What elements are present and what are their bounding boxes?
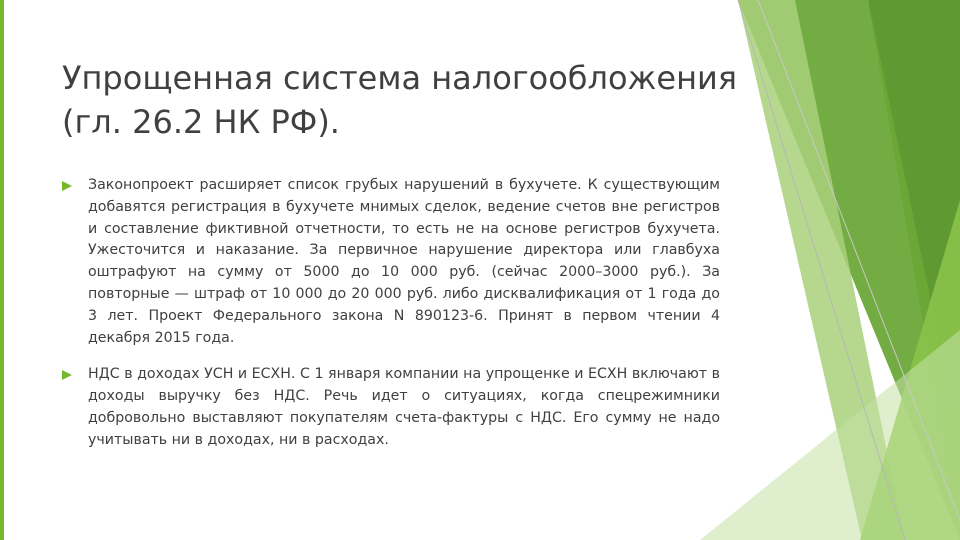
bullet-item (62, 175, 720, 349)
triangle-bullet-icon (62, 181, 72, 191)
bullet-text: Законопроект расширяет список грубых нарушений в бухучете. К существующим добавятся регистрация в бухучете мнимых сделок, ведение счетов вне регистров и составление фиктивной отчетности, то есть не на основе регистров бухучета. Ужесточится и наказание. За первичное нарушение директора или главбуха оштрафуют на сумму от 5000 до 10 000 руб. (сейчас 2000–3000 руб.). За повторные — штраф от 10 000 до 20 000 руб. либо дисквалификация от 1 года до 3 лет. Проект Федерального закона N 890123-6. Принят в первом чтении 4 декабря 2015 года. (88, 177, 720, 346)
title-line-1: Упрощенная система налогообложения (62, 59, 738, 97)
bullet-item (62, 364, 720, 451)
title-line-2: (гл. 26.2 НК РФ). (62, 103, 340, 141)
left-accent-bar (0, 0, 4, 540)
bullet-text: НДС в доходах УСН и ЕСХН. С 1 января компании на упрощенке и ЕСХН включают в доходы выручку без НДС. Речь идет о ситуациях, когда спецрежимники добровольно выставляют покупателям счета-фактуры с НДС. Его сумму не надо учитывать ни в доходах, ни в расходах. (88, 366, 720, 448)
bullet-list (62, 175, 720, 467)
slide-title (62, 56, 742, 144)
triangle-bullet-icon (62, 370, 72, 380)
